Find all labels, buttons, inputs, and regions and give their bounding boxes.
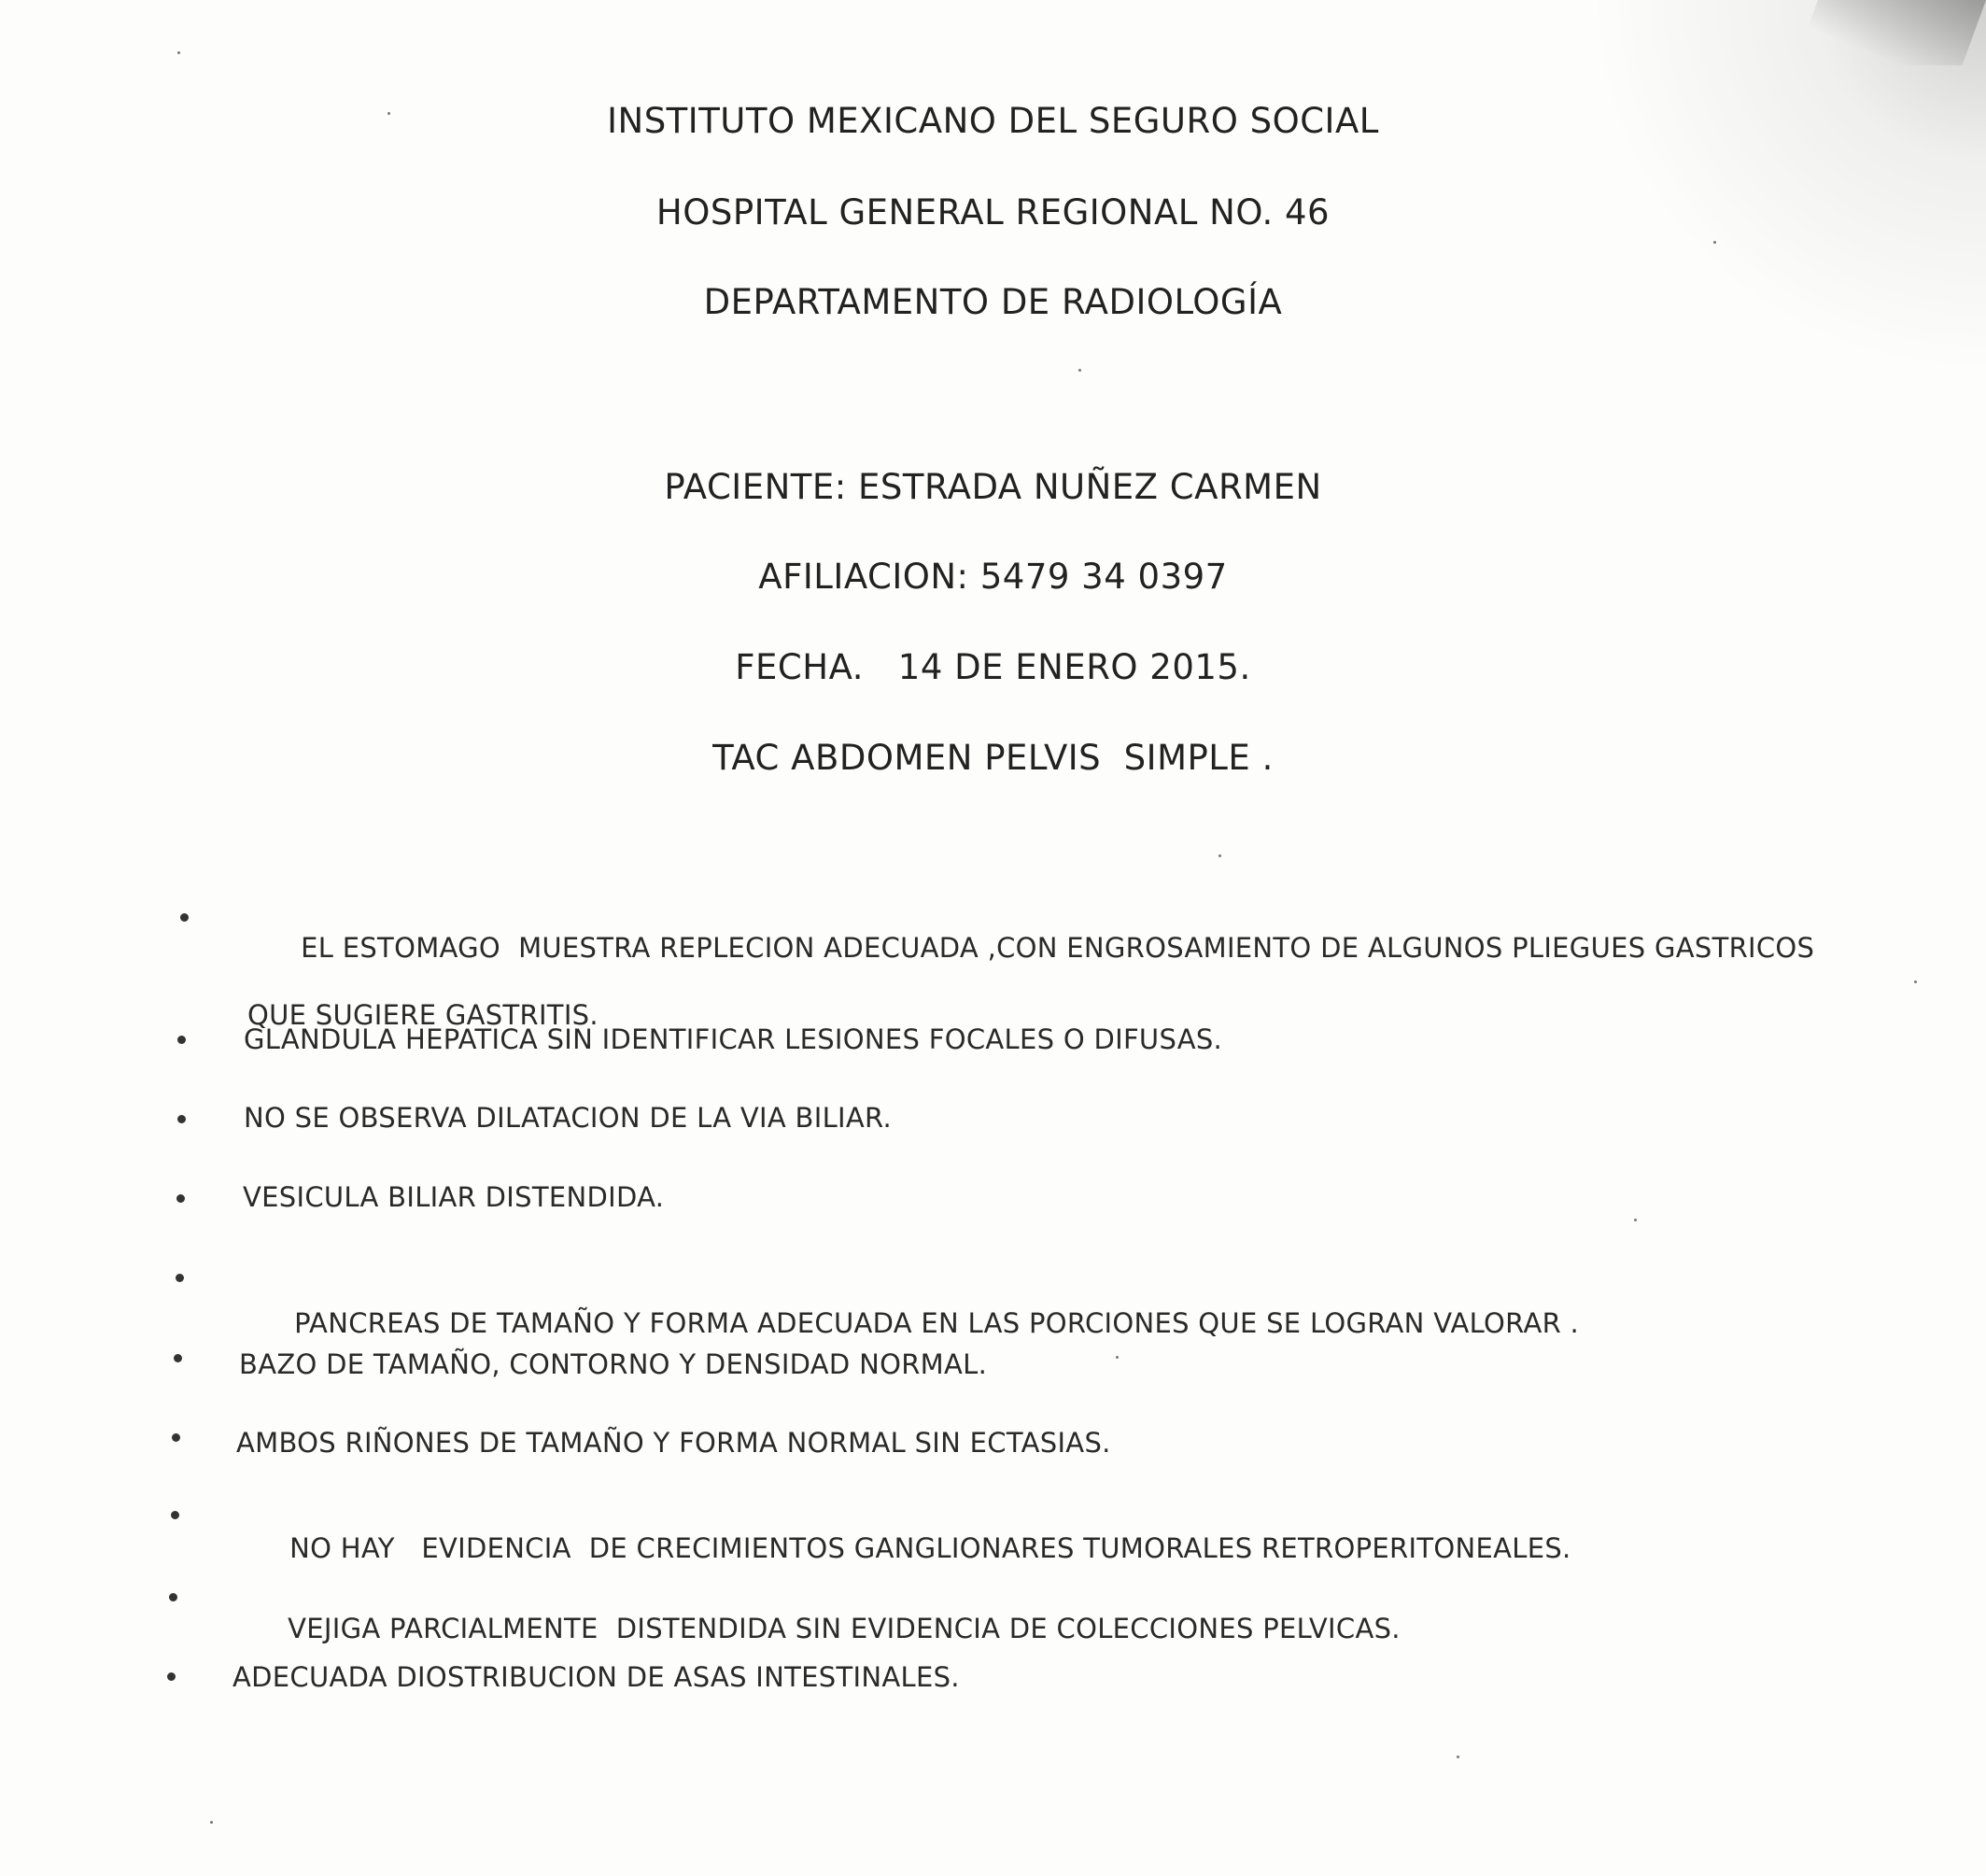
finding-item [236,1427,1111,1459]
hospital-title: HOSPITAL GENERAL REGIONAL NO. 46 [655,192,1331,233]
bullet-icon [174,1354,182,1362]
finding-item [244,1102,892,1134]
finding-text-continued: QUE SUGIERE GASTRITIS. [247,999,599,1031]
scan-speck [210,1821,213,1824]
finding-text: VEJIGA PARCIALMENTE DISTENDIDA SIN EVIDENCIA DE COLECCIONES PELVICAS. [288,1613,1401,1644]
bullet-icon [167,1672,176,1681]
bullet-icon [176,1274,184,1282]
bullet-icon [169,1593,177,1601]
finding-text: AMBOS RIÑONES DE TAMAÑO Y FORMA NORMAL SIN ECTASIAS. [236,1427,1111,1459]
scan-speck [1218,854,1221,857]
scan-speck [387,112,390,115]
institute-title: INSTITUTO MEXICANO DEL SEGURO SOCIAL [607,101,1379,141]
finding-text: NO SE OBSERVA DILATACION DE LA VIA BILIAR. [244,1102,892,1134]
finding-text: BAZO DE TAMAÑO, CONTORNO Y DENSIDAD NORMAL. [239,1348,988,1380]
scan-speck [1914,980,1917,983]
department-title: DEPARTAMENTO DE RADIOLOGÍA [703,282,1283,322]
scan-speck [1116,1356,1119,1359]
patient-affiliation: AFILIACION: 5479 34 0397 [758,557,1228,597]
finding-item [239,1348,987,1380]
scan-speck [1078,369,1081,372]
study-title: TAC ABDOMEN PELVIS SIMPLE . [712,738,1274,778]
report-date: FECHA. 14 DE ENERO 2015. [735,647,1251,687]
finding-text: VESICULA BILIAR DISTENDIDA. [243,1181,665,1213]
finding-text: PANCREAS DE TAMAÑO Y FORMA ADECUADA EN LAS PORCIONES QUE SE LOGRAN VALORAR . [294,1307,1580,1339]
bullet-icon [177,1115,186,1123]
bullet-icon [180,913,189,922]
finding-item [247,900,1814,1094]
finding-text: NO HAY EVIDENCIA DE CRECIMIENTOS GANGLIONARES TUMORALES RETROPERITONEALES. [289,1532,1571,1564]
scan-speck [1457,1756,1459,1758]
patient-name: PACIENTE: ESTRADA NUÑEZ CARMEN [664,467,1322,507]
finding-text: ADECUADA DIOSTRIBUCION DE ASAS INTESTINALES. [232,1661,960,1693]
bullet-icon [177,1036,186,1044]
finding-item [232,1661,960,1693]
scan-speck [1634,1219,1637,1221]
finding-item [243,1181,664,1213]
bullet-icon [171,1511,179,1519]
finding-text: GLANDULA HEPATICA SIN IDENTIFICAR LESIONES FOCALES O DIFUSAS. [244,1023,1223,1055]
finding-item [244,1023,1222,1055]
bullet-icon [172,1433,180,1442]
scan-speck [1713,241,1716,244]
scan-speck [177,51,180,54]
finding-text: EL ESTOMAGO MUESTRA REPLECION ADECUADA ,CON ENGROSAMIENTO DE ALGUNOS PLIEGUES GASTRICOS [301,932,1815,964]
bullet-icon [176,1194,185,1203]
